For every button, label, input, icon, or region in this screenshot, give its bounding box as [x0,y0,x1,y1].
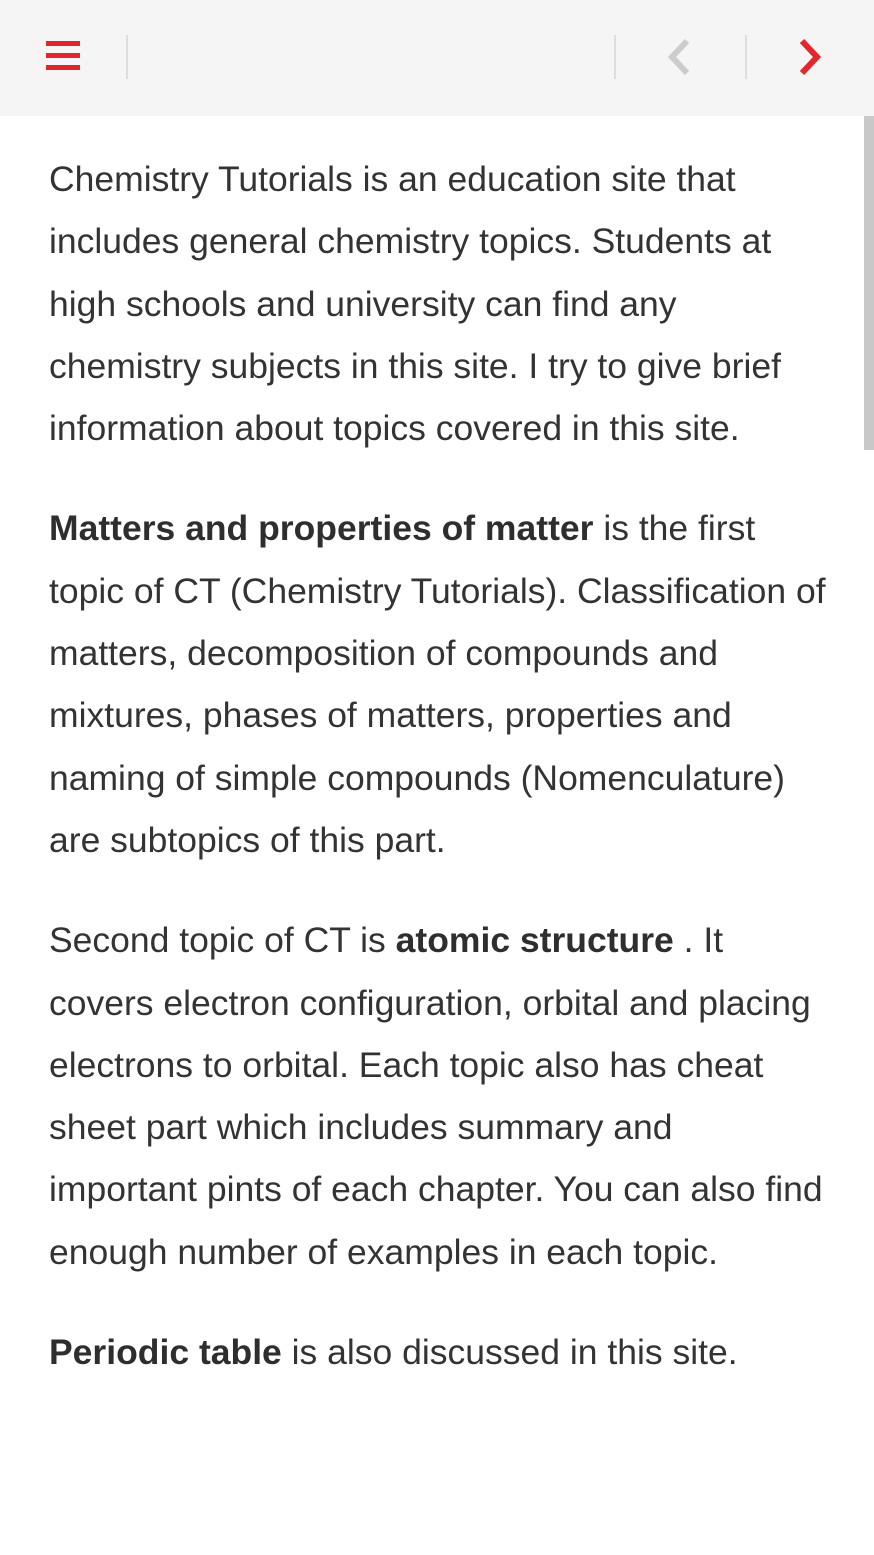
chevron-left-icon [656,32,706,82]
periodic-table-paragraph [49,1321,829,1383]
toolbar-divider [745,35,747,79]
scrollbar-thumb[interactable] [864,116,874,450]
toolbar-divider [614,35,616,79]
hamburger-menu-icon [46,41,80,46]
toolbar-divider [126,35,128,79]
intro-paragraph [49,148,829,459]
hamburger-menu-icon [46,65,80,70]
atomic-structure-text: . It covers electron configuration, orbital and placing electrons to orbital. Each topic also has cheat sheet part which includes summary and important pints of each chapter. You can also find enough number of examples in each topic. [49,920,823,1272]
atomic-structure-paragraph [49,909,829,1283]
matter-topic-title: Matters and properties of matter [49,508,594,549]
previous-page-button[interactable] [656,32,706,82]
hamburger-menu-icon [46,53,80,58]
next-page-button[interactable] [786,32,836,82]
periodic-table-title: Periodic table [49,1332,282,1373]
matter-text: is the first topic of CT (Chemistry Tutorials). Classification of matters, decomposition of compounds and mixtures, phases of matters, properties and naming of simple compounds (Nomenculature) are subtopics of this part. [49,508,826,860]
top-toolbar [0,0,874,116]
chevron-right-icon [786,32,836,82]
article-content [49,148,829,1421]
atomic-structure-title: atomic structure [395,920,674,961]
atomic-intro-text: Second topic of CT is [49,920,396,961]
periodic-table-text: is also discussed in this site. [281,1332,738,1373]
intro-text: Chemistry Tutorials is an education site that includes general chemistry topics. Students at high schools and university can find any chemistry subjects in this site. I try to give brief information about topics covered in this site. [49,159,781,449]
matter-paragraph [49,497,829,871]
menu-button[interactable] [40,36,86,76]
